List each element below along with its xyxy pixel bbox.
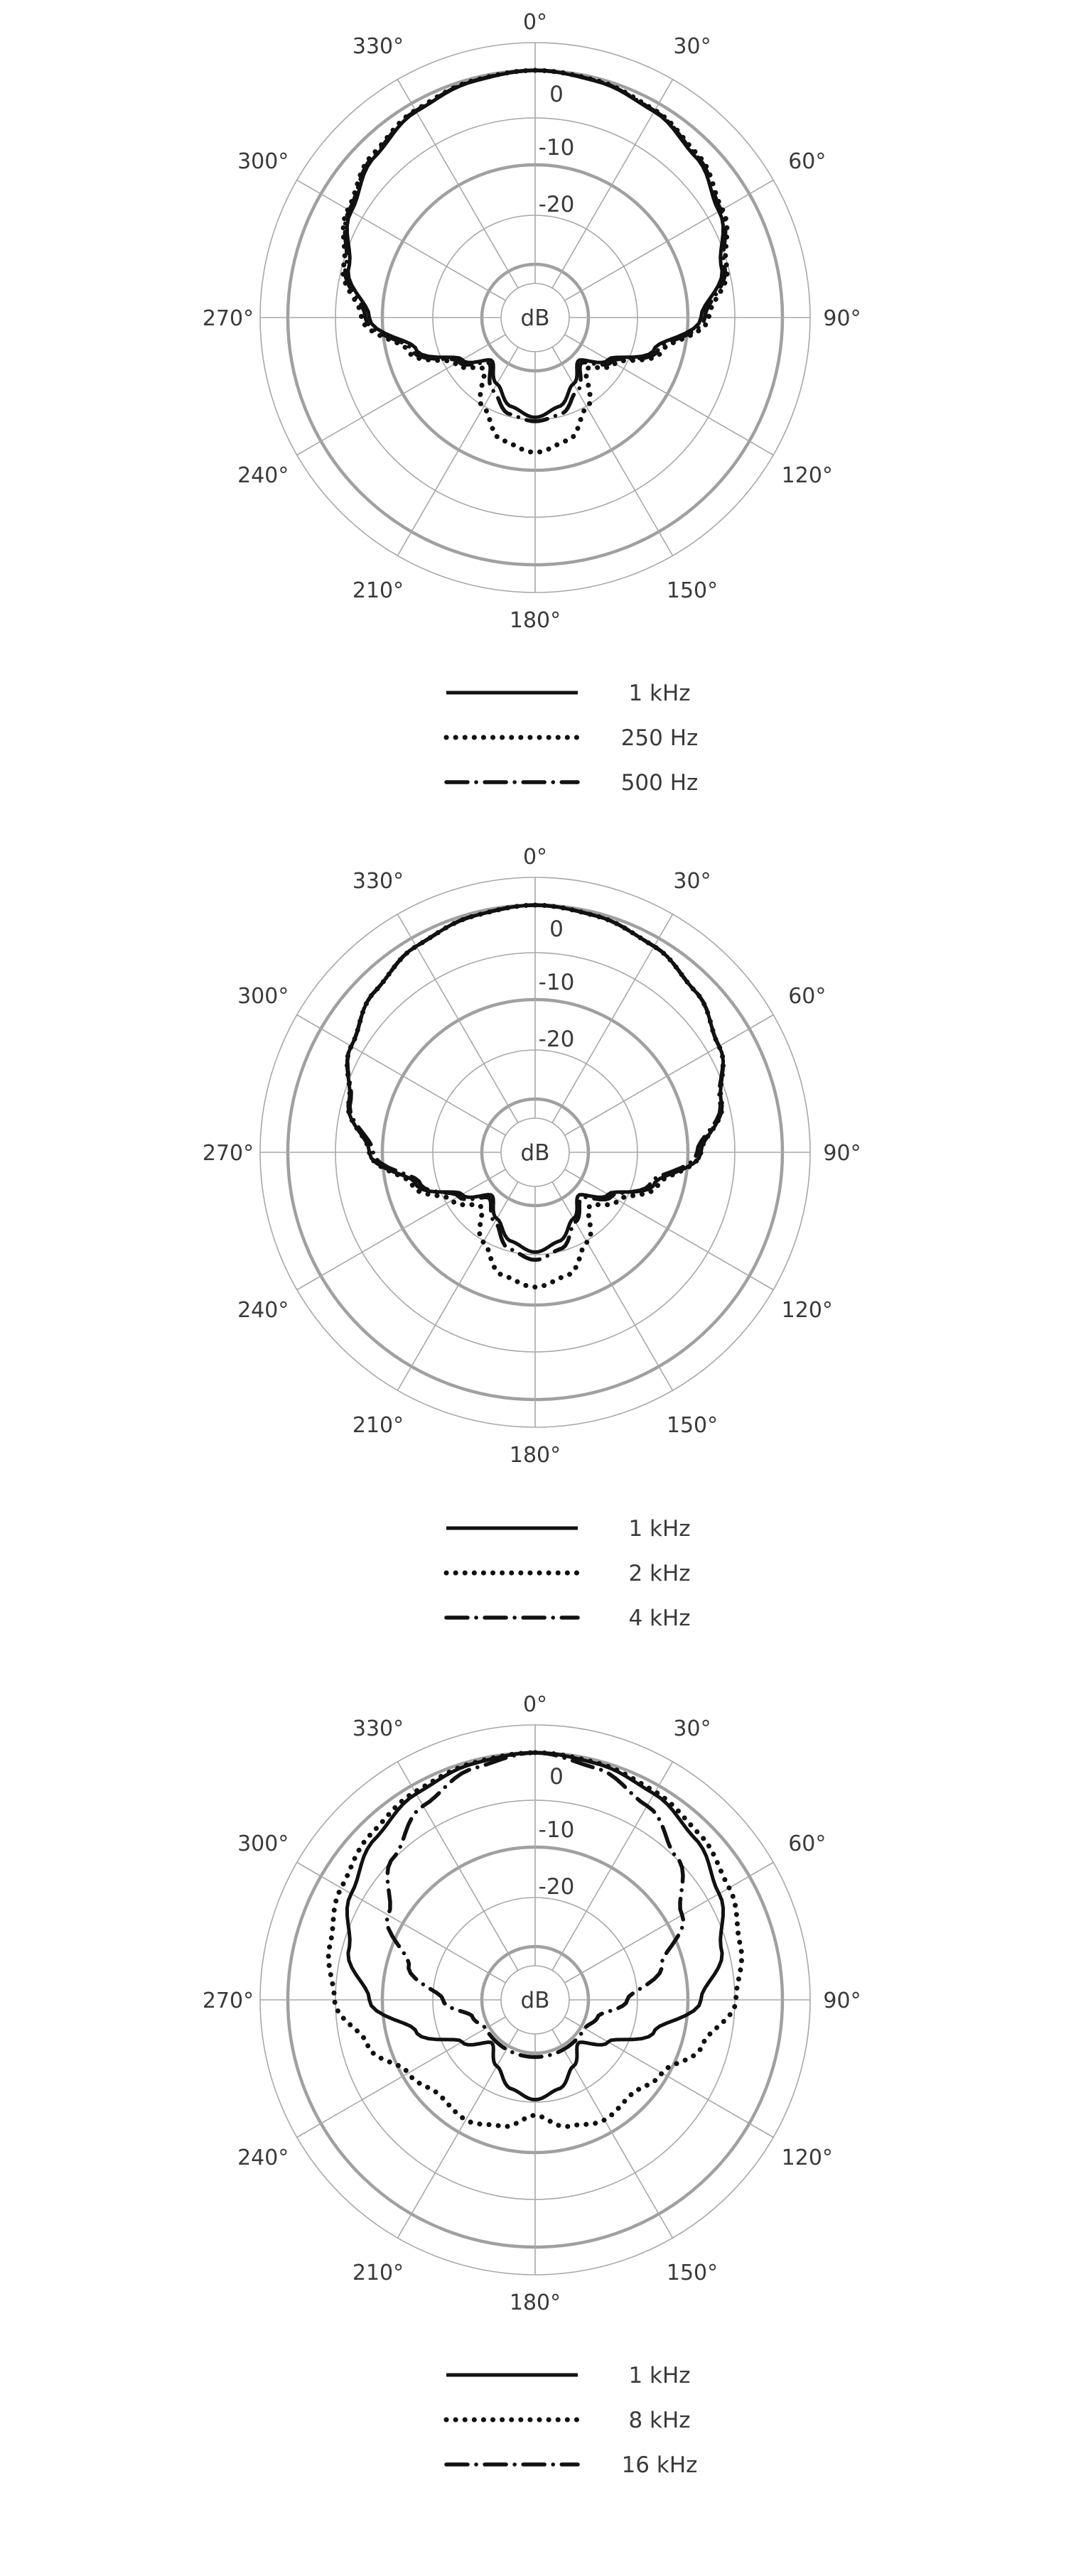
angle-label: 0° xyxy=(522,10,548,35)
grid-spoke xyxy=(565,1015,774,1136)
grid-spoke xyxy=(398,2030,519,2239)
grid-spoke xyxy=(565,180,774,301)
angle-label: 240° xyxy=(237,2145,289,2170)
angle-label: 30° xyxy=(673,1716,711,1742)
grid-spoke xyxy=(398,1182,519,1391)
angle-label: 180° xyxy=(509,2290,561,2315)
db-unit-label: dB xyxy=(520,1988,550,2013)
radial-tick-label: 0 xyxy=(549,1764,564,1790)
legend-label: 1 kHz xyxy=(628,681,691,706)
db-unit-label: dB xyxy=(520,305,550,331)
radial-tick-label: -10 xyxy=(538,135,575,161)
grid-spoke xyxy=(565,2017,774,2138)
polar-chart-3 xyxy=(203,1692,861,2478)
angle-label: 60° xyxy=(788,984,827,1009)
angle-label: 270° xyxy=(202,306,254,331)
radial-tick-label: -10 xyxy=(538,970,575,995)
angle-label: 210° xyxy=(352,578,404,603)
legend-label: 1 kHz xyxy=(628,2363,691,2388)
angle-label: 120° xyxy=(781,2145,833,2170)
angle-label: 0° xyxy=(522,1692,548,1717)
grid-spoke xyxy=(552,1182,673,1391)
grid-spoke xyxy=(297,2017,506,2138)
legend-label: 1 kHz xyxy=(628,1516,691,1542)
angle-label: 270° xyxy=(202,1141,254,1166)
grid-spoke xyxy=(297,1169,506,1290)
angle-label: 60° xyxy=(788,149,827,174)
angle-label: 150° xyxy=(666,1412,718,1438)
grid-spoke xyxy=(398,347,519,556)
legend-label: 16 kHz xyxy=(621,2452,698,2478)
db-unit-label: dB xyxy=(520,1140,550,1166)
angle-label: 180° xyxy=(509,1443,561,1468)
legend-label: 4 kHz xyxy=(628,1606,691,1631)
angle-label: 330° xyxy=(352,869,404,894)
grid-spoke xyxy=(565,335,774,455)
angle-label: 150° xyxy=(666,578,718,603)
polar-chart-2 xyxy=(203,845,861,1631)
radial-tick-label: -20 xyxy=(538,1027,575,1052)
radial-tick-label: 0 xyxy=(549,82,564,107)
angle-label: 240° xyxy=(237,1298,289,1323)
grid-spoke xyxy=(565,1863,774,1984)
angle-label: 300° xyxy=(237,149,289,174)
grid-spoke xyxy=(297,180,506,301)
angle-label: 180° xyxy=(509,608,561,633)
angle-label: 90° xyxy=(823,306,861,331)
grid-spoke xyxy=(552,2030,673,2239)
angle-label: 150° xyxy=(666,2260,718,2285)
angle-label: 270° xyxy=(202,1988,254,2013)
radial-tick-label: -20 xyxy=(538,1874,575,1900)
angle-label: 210° xyxy=(352,2260,404,2285)
angle-label: 240° xyxy=(237,463,289,488)
angle-label: 120° xyxy=(781,463,833,488)
grid-spoke xyxy=(297,1015,506,1136)
grid-spoke xyxy=(552,347,673,556)
radial-tick-label: -10 xyxy=(538,1817,575,1843)
legend-label: 250 Hz xyxy=(620,725,699,751)
angle-label: 120° xyxy=(781,1298,833,1323)
legend-label: 8 kHz xyxy=(628,2408,691,2433)
grid-spoke xyxy=(297,335,506,455)
angle-label: 90° xyxy=(823,1988,861,2013)
angle-label: 30° xyxy=(673,34,711,60)
radial-tick-label: 0 xyxy=(549,916,564,942)
legend-label: 500 Hz xyxy=(620,770,699,796)
angle-label: 330° xyxy=(352,1716,404,1742)
angle-label: 300° xyxy=(237,984,289,1009)
grid-spoke xyxy=(565,1169,774,1290)
legend-label: 2 kHz xyxy=(628,1561,691,1586)
angle-label: 30° xyxy=(673,869,711,894)
polar-chart-1 xyxy=(203,10,861,796)
angle-label: 210° xyxy=(352,1412,404,1438)
angle-label: 60° xyxy=(788,1831,827,1856)
angle-label: 330° xyxy=(352,34,404,60)
angle-label: 300° xyxy=(237,1831,289,1856)
radial-tick-label: -20 xyxy=(538,192,575,217)
angle-label: 90° xyxy=(823,1141,861,1166)
angle-label: 0° xyxy=(522,845,548,870)
